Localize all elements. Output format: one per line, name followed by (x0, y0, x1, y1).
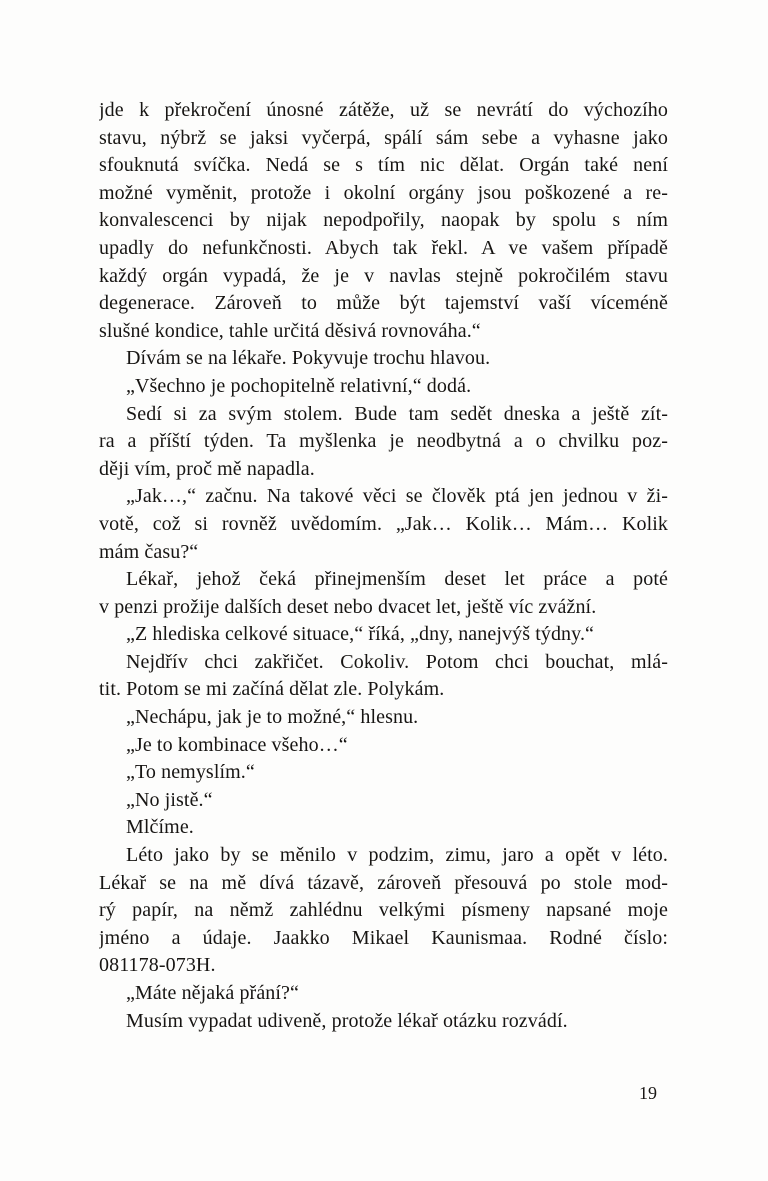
text-line: tit. Potom se mi začíná dělat zle. Polykám. (99, 678, 445, 701)
text-line: ději vím, proč mě napadla. (99, 457, 315, 480)
text-line: konvalescenci by nijak nepodpořily, naopak by spolu s ním (99, 209, 668, 232)
text-line: 081178-073H. (99, 954, 216, 977)
text-line: upadly do nefunkčnosti. Abych tak řekl. A ve vašem případě (99, 236, 668, 259)
page-text-block (99, 97, 668, 1035)
text-line: jméno a údaje. Jaakko Mikael Kaunismaa. Rodné číslo: (99, 926, 668, 949)
text-line: možné vyměnit, protože i okolní orgány jsou poškozené a re- (99, 181, 668, 204)
text-line: sfouknutá svíčka. Nedá se s tím nic dělat. Orgán také není (99, 154, 668, 177)
text-line: rý papír, na němž zahlédnu velkými písmeny napsané moje (99, 899, 668, 922)
text-line: Musím vypadat udiveně, protože lékař otázku rozvádí. (126, 1009, 568, 1032)
text-line: „Jak…,“ začnu. Na takové věci se člověk ptá jen jednou v ži- (126, 485, 668, 508)
text-line: Lékař se na mě dívá tázavě, zároveň přesouvá po stole mod- (99, 871, 668, 894)
text-line: každý orgán vypadá, že je v navlas stejně pokročilém stavu (99, 264, 668, 287)
text-line: „No jistě.“ (126, 788, 213, 811)
text-line: jde k překročení únosné zátěže, už se nevrátí do výchozího (99, 99, 668, 121)
text-line: „To nemyslím.“ (126, 761, 255, 784)
text-line: v penzi prožije dalších deset nebo dvacet let, ještě víc zvážní. (99, 595, 597, 618)
text-line: Mlčíme. (126, 816, 194, 839)
text-line: „Nechápu, jak je to možné,“ hlesnu. (126, 706, 419, 729)
text-line: Léto jako by se měnilo v podzim, zimu, jaro a opět v léto. (126, 844, 668, 867)
text-line: „Máte nějaká přání?“ (126, 982, 300, 1004)
text-line: Sedí si za svým stolem. Bude tam sedět dneska a ještě zít- (126, 402, 668, 425)
text-line: Dívám se na lékaře. Pokyvuje trochu hlavou. (126, 347, 491, 370)
text-line: „Je to kombinace všeho…“ (126, 733, 348, 756)
text-line: Lékař, jehož čeká přinejmenším deset let práce a poté (126, 568, 668, 591)
text-line: „Všechno je pochopitelně relativní,“ dodá. (126, 374, 472, 397)
text-line: votě, což si rovněž uvědomím. „Jak… Kolik… Mám… Kolik (99, 512, 668, 535)
text-line: mám času?“ (99, 540, 199, 563)
text-line: ra a příští týden. Ta myšlenka je neodbytná a o chvilku poz- (99, 430, 668, 453)
page-number: 19 (639, 1083, 657, 1103)
text-line: Nejdřív chci zakřičet. Cokoliv. Potom chci bouchat, mlá- (126, 650, 668, 673)
text-line: „Z hlediska celkové situace,“ říká, „dny, nanejvýš týdny.“ (126, 623, 595, 646)
text-line: stavu, nýbrž se jaksi vyčerpá, spálí sám sebe a vyhasne jako (99, 126, 668, 149)
text-line: degenerace. Zároveň to může být tajemství vaší víceméně (99, 292, 668, 315)
text-line: slušné kondice, tahle určitá děsivá rovnováha.“ (99, 319, 481, 342)
